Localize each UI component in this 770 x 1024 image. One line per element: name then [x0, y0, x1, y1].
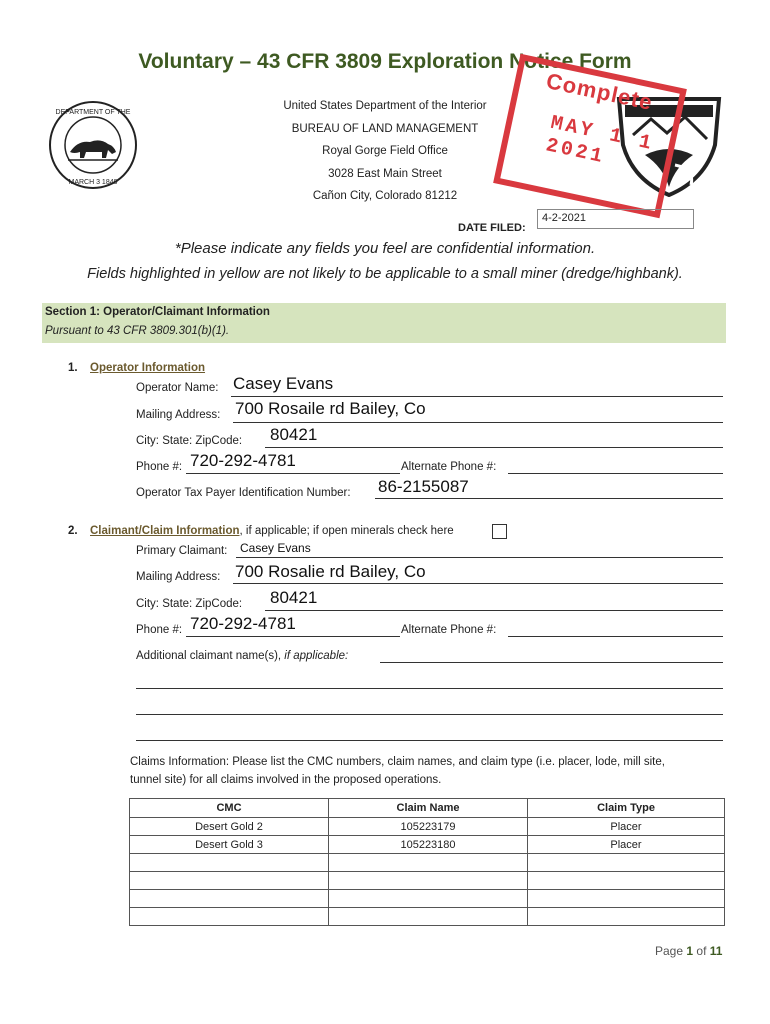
operator-city-state-zip-label: City: State: ZipCode: — [136, 435, 243, 447]
claims-info-line: tunnel site) for all claims involved in the proposed operations. — [130, 774, 442, 786]
open-minerals-checkbox[interactable] — [492, 524, 507, 539]
operator-zip-field[interactable]: 80421 — [270, 425, 318, 444]
agency-line: Cañon City, Colorado 81212 — [312, 190, 458, 202]
table-cell[interactable]: Placer — [528, 836, 725, 854]
claims-info-line: Claims Information: Please list the CMC numbers, claim names, and claim type (i.e. placer, lode, mill site, — [130, 756, 665, 768]
operator-alt-phone-field[interactable] — [508, 473, 723, 474]
additional-claimants-field[interactable] — [380, 662, 723, 663]
item-number: 1. — [68, 362, 78, 374]
table-cell[interactable] — [130, 854, 329, 872]
table-cell[interactable] — [329, 872, 528, 890]
operator-mailing-field[interactable]: 700 Rosaile rd Bailey, Co — [235, 399, 426, 418]
column-header-cmc: CMC — [130, 799, 329, 818]
date-filed-field[interactable]: 4-2-2021 — [537, 209, 694, 229]
total-pages: 11 — [709, 944, 723, 958]
section-subtitle: Pursuant to 43 CFR 3809.301(b)(1). — [45, 325, 230, 337]
table-row — [130, 908, 725, 926]
page-number — [655, 944, 722, 958]
operator-name-label: Operator Name: — [136, 382, 219, 394]
table-cell[interactable]: 105223180 — [329, 836, 528, 854]
table-cell[interactable] — [528, 890, 725, 908]
of-word: of — [696, 944, 707, 958]
operator-mailing-label: Mailing Address: — [136, 409, 221, 421]
table-cell[interactable] — [528, 854, 725, 872]
table-cell[interactable] — [130, 872, 329, 890]
page-word: Page — [655, 944, 684, 958]
table-cell[interactable] — [329, 854, 528, 872]
claimant-phone-label: Phone #: — [136, 624, 183, 636]
table-cell[interactable]: Placer — [528, 818, 725, 836]
operator-phone-field[interactable]: 720-292-4781 — [190, 451, 296, 470]
agency-line: United States Department of the Interior — [283, 100, 487, 112]
primary-claimant-field[interactable]: Casey Evans — [240, 541, 311, 555]
additional-claimants-line[interactable] — [136, 740, 723, 741]
claimant-heading-suffix: , if applicable; if open minerals check here — [239, 525, 454, 537]
table-row — [130, 890, 725, 908]
tax-id-field[interactable]: 86-2155087 — [378, 477, 469, 496]
claimant-mailing-label: Mailing Address: — [136, 571, 221, 583]
claimant-mailing-field[interactable]: 700 Rosalie rd Bailey, Co — [235, 562, 426, 581]
table-cell[interactable]: Desert Gold 3 — [130, 836, 329, 854]
operator-name-line — [231, 396, 723, 397]
additional-claimants-suffix: if applicable: — [284, 650, 349, 662]
additional-claimants-line[interactable] — [136, 688, 723, 689]
tax-id-label: Operator Tax Payer Identification Number: — [136, 487, 351, 499]
claims-table — [129, 798, 725, 926]
primary-claimant-line — [236, 557, 723, 558]
column-header-claim-type: Claim Type — [528, 799, 725, 818]
claimant-alt-phone-field[interactable] — [508, 636, 723, 637]
claimant-heading-row — [90, 525, 454, 537]
table-cell[interactable]: 105223179 — [329, 818, 528, 836]
section-title: Section 1: Operator/Claimant Information — [45, 306, 270, 318]
additional-claimants-text: Additional claimant name(s), — [136, 650, 282, 662]
claims-info-instructions — [130, 753, 730, 789]
doi-seal-icon — [48, 100, 138, 190]
operator-name-field[interactable]: Casey Evans — [233, 374, 334, 393]
operator-mailing-line — [233, 422, 723, 423]
item-number: 2. — [68, 525, 78, 537]
claimant-city-state-zip-label: City: State: ZipCode: — [136, 598, 243, 610]
table-header-row — [130, 799, 725, 818]
table-cell[interactable]: Desert Gold 2 — [130, 818, 329, 836]
agency-line: 3028 East Main Street — [328, 167, 442, 180]
agency-line: Royal Gorge Field Office — [322, 145, 448, 157]
operator-phone-label: Phone #: — [136, 461, 183, 473]
table-row — [130, 818, 725, 836]
claimant-zip-field[interactable]: 80421 — [270, 588, 318, 607]
column-header-claim-name: Claim Name — [329, 799, 528, 818]
operator-alt-phone-label: Alternate Phone #: — [401, 461, 497, 473]
claimant-phone-line — [186, 636, 400, 637]
claimant-info-heading: Claimant/Claim Information — [90, 525, 240, 537]
operator-city-line — [265, 447, 723, 448]
additional-claimants-label — [136, 650, 348, 662]
svg-text:DEPARTMENT OF THE: DEPARTMENT OF THE — [55, 109, 131, 116]
yellow-highlight-note: Fields highlighted in yellow are not likely to be applicable to a small miner (dredge/highbank). — [87, 266, 683, 282]
claimant-alt-phone-label: Alternate Phone #: — [401, 624, 497, 636]
table-row — [130, 854, 725, 872]
current-page: 1 — [686, 944, 694, 958]
table-cell[interactable] — [130, 890, 329, 908]
operator-info-heading: Operator Information — [90, 362, 206, 374]
claimant-phone-field[interactable]: 720-292-4781 — [190, 614, 296, 633]
agency-line: BUREAU OF LAND MANAGEMENT — [291, 122, 479, 135]
tax-id-line — [375, 498, 723, 499]
table-cell[interactable] — [329, 908, 528, 926]
form-title: Voluntary – 43 CFR 3809 Exploration Notice Form — [138, 50, 632, 73]
table-cell[interactable] — [130, 908, 329, 926]
table-cell[interactable] — [528, 872, 725, 890]
agency-address-block — [235, 95, 535, 208]
stamp-date-text: MAY 1 1 2021 — [543, 111, 656, 170]
confidential-note: *Please indicate any fields you feel are confidential information. — [174, 240, 596, 257]
table-cell[interactable] — [528, 908, 725, 926]
operator-phone-line — [186, 473, 400, 474]
table-row — [130, 872, 725, 890]
claimant-mailing-line — [233, 583, 723, 584]
stamp-status-text: Complete — [544, 68, 656, 116]
svg-text:MARCH 3 1849: MARCH 3 1849 — [68, 179, 118, 186]
additional-claimants-line[interactable] — [136, 714, 723, 715]
primary-claimant-label: Primary Claimant: — [136, 545, 228, 557]
table-cell[interactable] — [329, 890, 528, 908]
table-row — [130, 836, 725, 854]
date-filed-label: DATE FILED: — [458, 222, 526, 234]
claimant-city-line — [265, 610, 723, 611]
